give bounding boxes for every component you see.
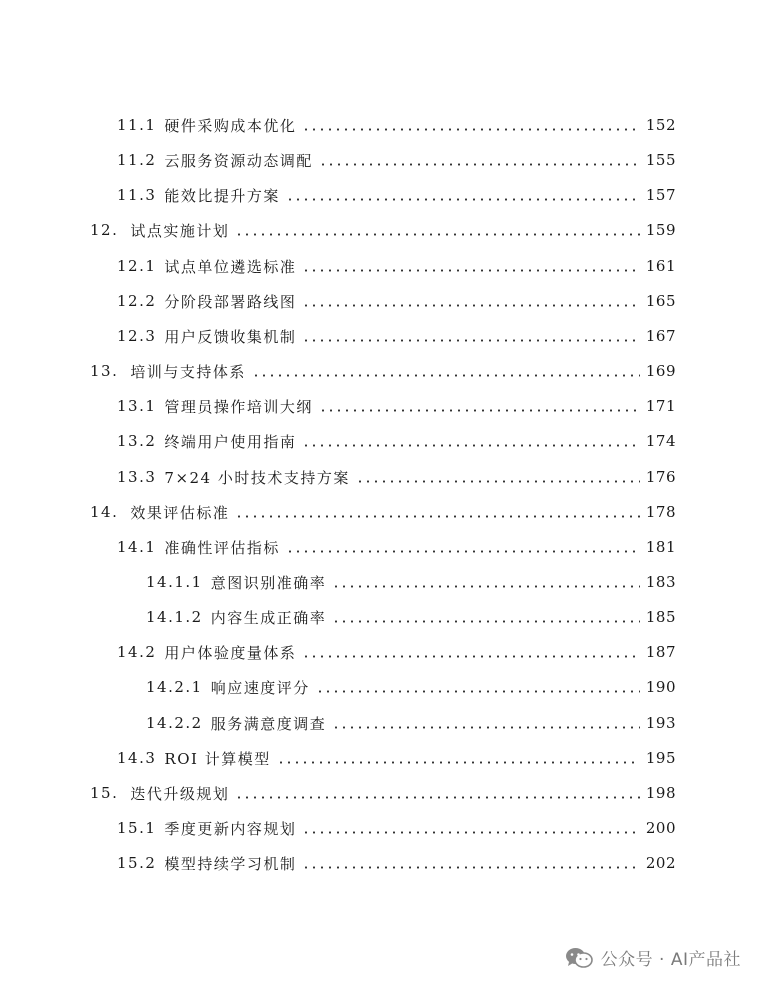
toc-dot-leader bbox=[316, 690, 640, 693]
toc-entry-title: 管理员操作培训大纲 bbox=[164, 397, 313, 416]
toc-entry-page: 198 bbox=[645, 784, 676, 802]
toc-entry[interactable] bbox=[117, 464, 676, 490]
toc-entry[interactable] bbox=[117, 815, 676, 841]
toc-entry-page: 152 bbox=[645, 116, 676, 134]
toc-entry[interactable] bbox=[117, 428, 676, 454]
toc-entry-title: 7×24 小时技术支持方案 bbox=[164, 468, 350, 487]
toc-dot-leader bbox=[302, 655, 639, 658]
toc-entry-title: 迭代升级规划 bbox=[130, 784, 230, 803]
toc-entry-title: 培训与支持体系 bbox=[130, 362, 246, 381]
toc-entry[interactable] bbox=[117, 534, 676, 560]
toc-entry[interactable] bbox=[117, 850, 676, 876]
toc-dot-leader bbox=[277, 761, 640, 764]
toc-entry-title: 试点实施计划 bbox=[130, 221, 230, 240]
toc-entry[interactable] bbox=[90, 780, 676, 806]
toc-dot-leader bbox=[302, 866, 639, 869]
toc-entry-page: 195 bbox=[645, 749, 676, 767]
toc-entry-page: 176 bbox=[645, 468, 676, 486]
toc-entry-page: 174 bbox=[645, 432, 676, 450]
toc-entry-title: 用户体验度量体系 bbox=[164, 643, 297, 662]
toc-entry-title: 试点单位遴选标准 bbox=[164, 257, 297, 276]
toc-entry-number: 14.1.2 bbox=[146, 608, 203, 626]
toc-entry[interactable] bbox=[117, 393, 676, 419]
toc-entry-page: 169 bbox=[645, 362, 676, 380]
toc-entry-number: 14.2.2 bbox=[146, 714, 203, 732]
toc-entry-page: 200 bbox=[645, 819, 676, 837]
toc-entry-title: 用户反馈收集机制 bbox=[164, 327, 297, 346]
toc-entry-number: 12. bbox=[90, 221, 119, 239]
toc-entry-page: 193 bbox=[645, 714, 676, 732]
toc-dot-leader bbox=[286, 550, 640, 553]
toc-entry[interactable] bbox=[117, 253, 676, 279]
toc-entry-number: 12.2 bbox=[117, 292, 157, 310]
toc-dot-leader bbox=[302, 304, 639, 307]
wechat-icon bbox=[565, 947, 593, 969]
toc-entry-page: 155 bbox=[645, 151, 676, 169]
toc-entry-page: 185 bbox=[645, 608, 676, 626]
toc-entry-number: 14.1.1 bbox=[146, 573, 203, 591]
toc-entry-number: 13.3 bbox=[117, 468, 157, 486]
toc-entry[interactable] bbox=[117, 112, 676, 138]
toc-entry-page: 167 bbox=[645, 327, 676, 345]
toc-entry-title: 硬件采购成本优化 bbox=[164, 116, 297, 135]
toc-entry-number: 14.3 bbox=[117, 749, 157, 767]
toc-entry-title: 能效比提升方案 bbox=[164, 186, 280, 205]
toc-entry-number: 13.1 bbox=[117, 397, 157, 415]
watermark bbox=[565, 945, 741, 970]
toc-entry-page: 183 bbox=[645, 573, 676, 591]
toc-entry-page: 181 bbox=[645, 538, 676, 556]
toc-entry-number: 14.1 bbox=[117, 538, 157, 556]
toc-dot-leader bbox=[302, 269, 639, 272]
toc-dot-leader bbox=[332, 585, 640, 588]
toc-entry[interactable] bbox=[117, 147, 676, 173]
toc-dot-leader bbox=[302, 831, 639, 834]
toc-entry[interactable] bbox=[146, 604, 676, 630]
toc-entry-page: 187 bbox=[645, 643, 676, 661]
toc-entry[interactable] bbox=[117, 745, 676, 771]
toc-entry[interactable] bbox=[117, 323, 676, 349]
toc-dot-leader bbox=[252, 374, 640, 377]
toc-entry-number: 15.1 bbox=[117, 819, 157, 837]
toc-entry-title: 终端用户使用指南 bbox=[164, 432, 297, 451]
toc-entry-page: 178 bbox=[645, 503, 676, 521]
watermark-text: 公众号 · AI产品社 bbox=[600, 950, 741, 970]
toc-entry-number: 15. bbox=[90, 784, 119, 802]
toc-entry[interactable] bbox=[146, 710, 676, 736]
toc-entry[interactable] bbox=[90, 358, 676, 384]
toc-dot-leader bbox=[319, 409, 640, 412]
toc-entry-title: 准确性评估指标 bbox=[164, 538, 280, 557]
toc-dot-leader bbox=[332, 726, 640, 729]
toc-entry-title: 服务满意度调查 bbox=[210, 714, 327, 733]
toc-entry[interactable] bbox=[90, 217, 676, 243]
toc-entry-title: 效果评估标准 bbox=[130, 503, 230, 522]
toc-entry-title: 内容生成正确率 bbox=[210, 608, 327, 627]
toc-entry-number: 11.3 bbox=[117, 186, 157, 204]
toc-entry[interactable] bbox=[117, 182, 676, 208]
toc-entry-number: 14. bbox=[90, 503, 119, 521]
toc-entry-number: 12.1 bbox=[117, 257, 157, 275]
toc-entry-page: 171 bbox=[645, 397, 676, 415]
toc-entry[interactable] bbox=[146, 569, 676, 595]
toc-dot-leader bbox=[302, 339, 639, 342]
toc-entry-number: 13.2 bbox=[117, 432, 157, 450]
toc-dot-leader bbox=[356, 480, 640, 483]
toc-dot-leader bbox=[302, 128, 639, 131]
toc-entry-page: 165 bbox=[645, 292, 676, 310]
toc-entry-page: 157 bbox=[645, 186, 676, 204]
toc-entry-title: 季度更新内容规划 bbox=[164, 819, 297, 838]
toc-entry-title: 模型持续学习机制 bbox=[164, 854, 297, 873]
toc-entry-number: 14.2.1 bbox=[146, 678, 203, 696]
toc-entry[interactable] bbox=[90, 499, 676, 525]
toc-entry-number: 12.3 bbox=[117, 327, 157, 345]
toc-dot-leader bbox=[235, 515, 639, 518]
toc-entry-number: 15.2 bbox=[117, 854, 157, 872]
toc-entry-title: 分阶段部署路线图 bbox=[164, 292, 297, 311]
toc-entry-number: 11.2 bbox=[117, 151, 157, 169]
toc-dot-leader bbox=[302, 444, 639, 447]
toc-entry[interactable] bbox=[146, 674, 676, 700]
toc-entry[interactable] bbox=[117, 288, 676, 314]
toc-dot-leader bbox=[319, 163, 640, 166]
toc-dot-leader bbox=[235, 233, 639, 236]
toc-entry-number: 11.1 bbox=[117, 116, 157, 134]
toc-entry-title: 响应速度评分 bbox=[210, 678, 310, 697]
toc-dot-leader bbox=[235, 796, 639, 799]
toc-entry[interactable] bbox=[117, 639, 676, 665]
toc-entry-title: 云服务资源动态调配 bbox=[164, 151, 313, 170]
toc-entry-page: 202 bbox=[645, 854, 676, 872]
toc-entry-title: 意图识别准确率 bbox=[210, 573, 327, 592]
toc-entry-number: 14.2 bbox=[117, 643, 157, 661]
toc-dot-leader bbox=[286, 198, 640, 201]
toc-entry-title: ROI 计算模型 bbox=[164, 749, 271, 768]
toc-entry-number: 13. bbox=[90, 362, 119, 380]
toc-entry-page: 159 bbox=[645, 221, 676, 239]
toc-dot-leader bbox=[332, 620, 640, 623]
toc-entry-page: 190 bbox=[645, 678, 676, 696]
toc-entry-page: 161 bbox=[645, 257, 676, 275]
